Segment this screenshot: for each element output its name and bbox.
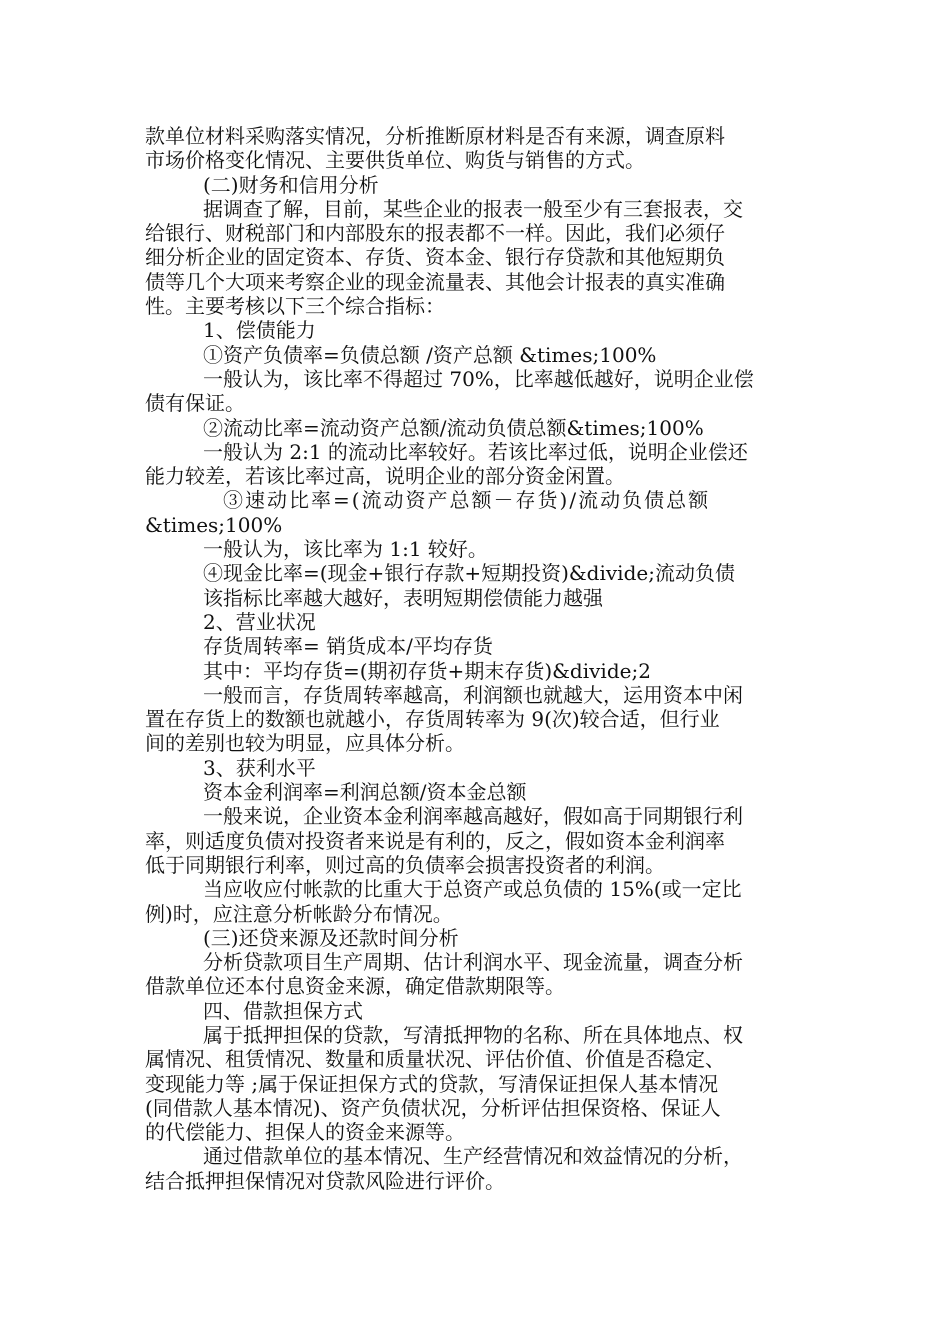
text-line: &times;100% [145,512,283,537]
text-line: 率，则适度负债对投资者来说是有利的，反之，假如资本金利润率 [145,828,725,853]
text-line: 一般而言，存货周转率越高，利润额也就越大，运用资本中闲 [203,682,743,707]
text-line: ②流动比率=流动资产总额/流动负债总额&times;100% [203,415,704,440]
text-line: (三)还贷来源及还款时间分析 [203,925,459,950]
text-line: ④现金比率=(现金+银行存款+短期投资)&divide;流动负债 [203,561,735,586]
text-line: 一般认为，该比率为 1:1 较好。 [203,537,488,562]
text-line: 通过借款单位的基本情况、生产经营情况和效益情况的分析， [203,1144,743,1169]
text-line: 例)时，应注意分析帐龄分布情况。 [145,901,453,926]
text-line: 的代偿能力、担保人的资金来源等。 [145,1120,465,1145]
text-line: 存货周转率= 销货成本/平均存货 [203,634,493,659]
text-line: 一般认为 2:1 的流动比率较好。若该比率过低，说明企业偿还 [203,439,748,464]
text-line: 其中：平均存货=(期初存货+期末存货)&divide;2 [203,658,651,683]
text-line: 2、营业状况 [203,609,316,634]
text-line: 该指标比率越大越好，表明短期偿债能力越强 [203,585,603,610]
text-line: ③速动比率=(流动资产总额－存货)/流动负债总额 [223,488,711,513]
text-line: 属情况、租赁情况、数量和质量状况、评估价值、价值是否稳定、 [145,1047,725,1072]
text-line: 当应收应付帐款的比重大于总资产或总负债的 15%(或一定比 [203,877,742,902]
text-line: 能力较差，若该比率过高，说明企业的部分资金闲置。 [145,464,625,489]
text-line: 款单位材料采购落实情况，分析推断原材料是否有来源，调查原料 [145,124,725,148]
text-line: 一般来说，企业资本金利润率越高越好，假如高于同期银行利 [203,804,743,829]
text-line: 债等几个大项来考察企业的现金流量表、其他会计报表的真实准确 [145,269,725,294]
text-line: 资本金利润率=利润总额/资本金总额 [203,780,527,805]
text-line: 据调查了解，目前，某些企业的报表一般至少有三套报表，交 [203,196,743,221]
text-line: 性。主要考核以下三个综合指标： [145,294,445,319]
text-line: 借款单位还本付息资金来源，确定借款期限等。 [145,974,565,999]
text-line: (同借款人基本情况)、资产负债状况，分析评估担保资格、保证人 [145,1095,721,1120]
text-line: 四、借款担保方式 [203,998,363,1023]
text-line: 低于同期银行利率，则过高的负债率会损害投资者的利润。 [145,852,665,877]
text-line: 一般认为，该比率不得超过 70%，比率越低越好，说明企业偿 [203,366,754,391]
text-line: ①资产负债率=负债总额 /资产总额 &times;100% [203,342,657,367]
text-line: 市场价格变化情况、主要供货单位、购货与销售的方式。 [145,148,645,173]
text-line: 变现能力等 ;属于保证担保方式的贷款，写清保证担保人基本情况 [145,1071,719,1096]
text-line: 属于抵押担保的贷款，写清抵押物的名称、所在具体地点、权 [203,1022,743,1047]
text-line: 间的差别也较为明显，应具体分析。 [145,731,465,756]
text-line: 置在存货上的数额也就越小，存货周转率为 9(次)较合适，但行业 [145,707,720,732]
text-line: 分析贷款项目生产周期、估计利润水平、现金流量，调查分析 [203,950,743,975]
document-body [145,124,807,1193]
text-line: 债有保证。 [145,391,245,416]
text-line: 1、偿债能力 [203,318,316,343]
text-line: (二)财务和信用分析 [203,172,379,197]
text-line: 给银行、财税部门和内部股东的报表都不一样。因此，我们必须仔 [145,221,725,246]
text-line: 3、获利水平 [203,755,316,780]
text-line: 结合抵押担保情况对贷款风险进行评价。 [145,1168,505,1193]
text-lines [145,124,807,1193]
text-line: 细分析企业的固定资本、存货、资本金、银行存贷款和其他短期负 [145,245,725,270]
